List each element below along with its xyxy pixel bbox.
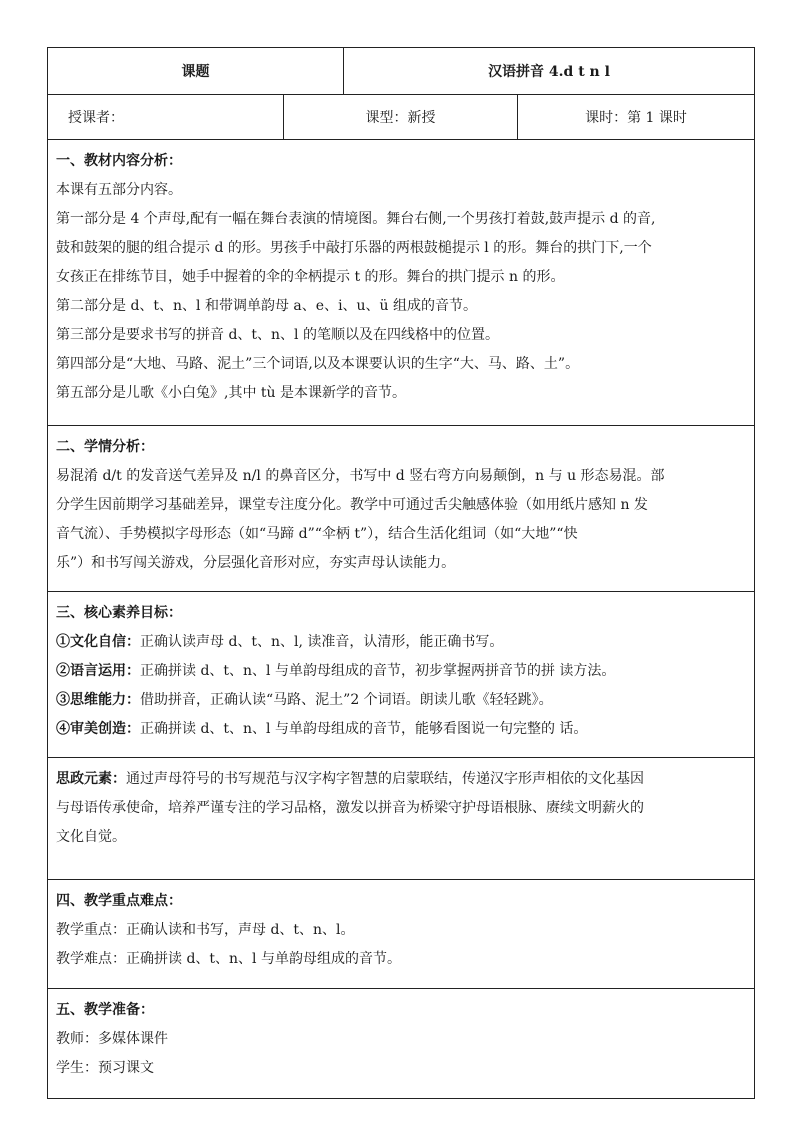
lesson-plan-table [47, 47, 755, 1099]
section-key-difficulties [48, 880, 755, 989]
paragraph-line: 教师：多媒体课件 [56, 1031, 168, 1047]
paragraph-line: 教学难点：正确拼读 d、t、n、l 与单韵母组成的音节。 [56, 951, 401, 967]
lesson-type-cell: 课型：新授 [284, 95, 518, 140]
goal-text: 正确拼读 d、t、n、l 与单韵母组成的音节，能够看图说一句完整的 话。 [140, 721, 588, 737]
paragraph-line: 乐”）和书写闯关游戏，分层强化音形对应，夯实声母认读能力。 [56, 555, 456, 571]
section-title: 四、教学重点难点： [56, 893, 182, 909]
goal-label: ③思维能力： [56, 692, 140, 708]
section-core-goals [48, 592, 755, 758]
meta-row [48, 95, 755, 140]
section-preparation [48, 989, 755, 1099]
teacher-cell: 授课者： [48, 95, 284, 140]
goal-text: 正确认读声母 d、t、n、l, 读准音，认清形，能正确书写。 [140, 634, 504, 650]
paragraph-line: 女孩正在排练节目，她手中握着的伞的伞柄提示 t 的形。舞台的拱门提示 n 的形。 [56, 269, 565, 285]
goal-text: 正确拼读 d、t、n、l 与单韵母组成的音节，初步掌握两拼音节的拼 读方法。 [140, 663, 616, 679]
paragraph-line: 本课有五部分内容。 [56, 182, 182, 198]
paragraph-line: 第三部分是要求书写的拼音 d、t、n、l 的笔顺以及在四线格中的位置。 [56, 327, 499, 343]
paragraph-line: 音气流）、手势模拟字母形态（如“马蹄 d”“伞柄 t”），结合生活化组词（如“大地”“快 [56, 526, 578, 542]
goal-label: ④审美创造： [56, 721, 140, 737]
section-title: 一、教材内容分析： [56, 153, 182, 169]
goal-label: ①文化自信： [56, 634, 140, 650]
paragraph-line: 鼓和鼓架的腿的组合提示 d 的形。男孩手中敲打乐器的两根鼓槌提示 l 的形。舞台的拱门下,一个 [56, 240, 652, 256]
paragraph-line: 易混淆 d/t 的发音送气差异及 n/l 的鼻音区分，书写中 d 竖右弯方向易颠倒，n 与 u 形态易混。部 [56, 468, 665, 484]
goal-item [56, 628, 746, 657]
goal-item [56, 657, 746, 686]
header-row [48, 48, 755, 95]
paragraph-line: 第二部分是 d、t、n、l 和带调单韵母 a、e、i、u、ü 组成的音节。 [56, 298, 478, 314]
goal-text: 借助拼音，正确认读“马路、泥土”2 个词语。朗读儿歌《轻轻跳》。 [140, 692, 553, 708]
paragraph-line: 文化自觉。 [56, 829, 126, 845]
paragraph-line [56, 765, 746, 794]
paragraph-line: 教学重点：正确认读和书写，声母 d、t、n、l。 [56, 922, 355, 938]
topic-value: 汉语拼音 4.d t n l [344, 48, 755, 95]
paragraph-line: 第四部分是“大地、马路、泥土”三个词语,以及本课要认识的生字“大、马、路、土”。 [56, 356, 580, 372]
section-material-analysis [48, 140, 755, 426]
lesson-time-cell: 课时：第 1 课时 [518, 95, 755, 140]
section-title: 二、学情分析： [56, 439, 154, 455]
section-learner-analysis [48, 426, 755, 592]
topic-label: 课题 [48, 48, 344, 95]
paragraph-line: 第一部分是 4 个声母,配有一幅在舞台表演的情境图。舞台右侧,一个男孩打着鼓,鼓声提示 d 的音, [56, 211, 656, 227]
goal-label: ②语言运用： [56, 663, 140, 679]
paragraph-line: 学生：预习课文 [56, 1060, 154, 1076]
paragraph-text: 通过声母符号的书写规范与汉字构字智慧的启蒙联结，传递汉字形声相依的文化基因 [126, 771, 644, 787]
section-ideological-elements [48, 758, 755, 880]
section-label: 思政元素： [56, 771, 126, 787]
paragraph-line: 分学生因前期学习基础差异，课堂专注度分化。教学中可通过舌尖触感体验（如用纸片感知 n 发 [56, 497, 648, 513]
section-title: 五、教学准备： [56, 1002, 154, 1018]
paragraph-line: 第五部分是儿歌《小白兔》,其中 tù 是本课新学的音节。 [56, 385, 406, 401]
lesson-plan-page [47, 47, 754, 1099]
goal-item [56, 715, 746, 744]
paragraph-line: 与母语传承使命，培养严谨专注的学习品格，激发以拼音为桥梁守护母语根脉、赓续文明薪火的 [56, 800, 644, 816]
goal-item [56, 686, 746, 715]
section-title: 三、核心素养目标： [56, 605, 182, 621]
